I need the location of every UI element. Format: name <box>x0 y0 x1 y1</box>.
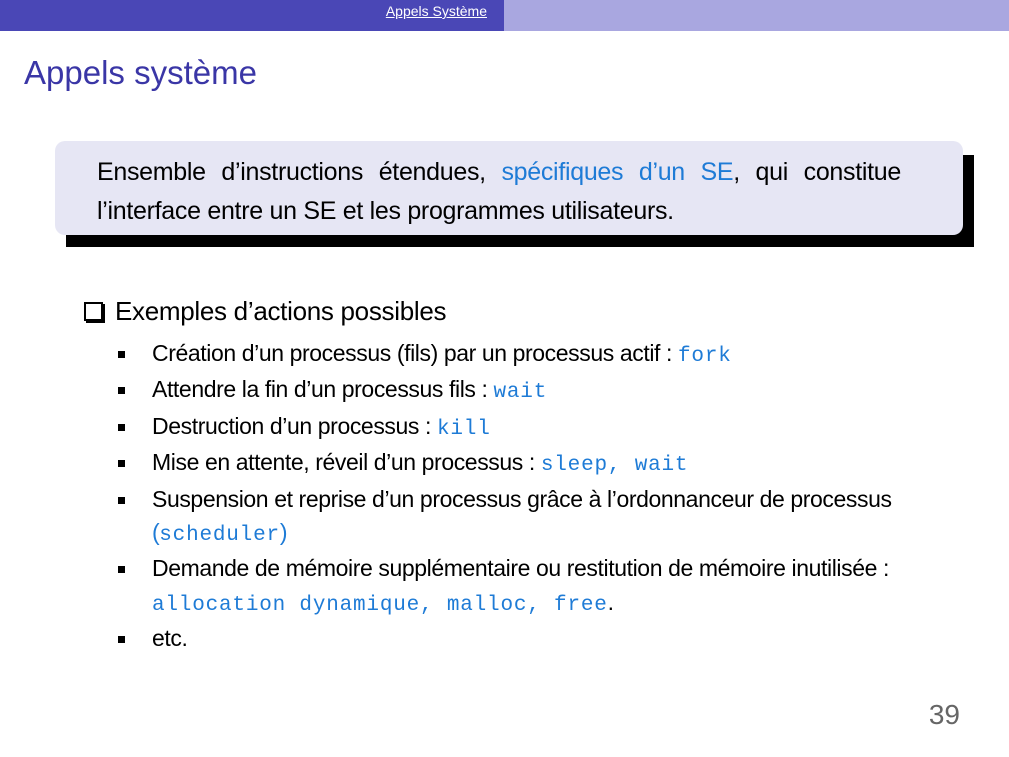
list-item <box>118 373 918 409</box>
section-nav-link[interactable]: Appels Système <box>385 3 487 19</box>
nav-bar-right <box>504 0 1009 31</box>
open-paren: ( <box>152 519 160 546</box>
example-text: Attendre la fin d’un processus fils : <box>152 376 494 403</box>
example-code: wait <box>493 381 548 405</box>
square-bullet-icon <box>118 636 125 643</box>
section-heading-label: Exemples d’actions possibles <box>115 296 447 326</box>
example-text: Demande de mémoire supplémentaire ou restitution de mémoire inutilisée : <box>152 555 889 582</box>
list-item <box>118 552 918 622</box>
section-heading <box>84 296 446 327</box>
example-text: Destruction d’un processus : <box>152 412 437 439</box>
square-bullet-icon <box>118 497 125 504</box>
square-bullet-icon <box>118 387 125 394</box>
example-text: Suspension et reprise d’un processus grâce à l’ordonnanceur de processus <box>152 485 892 512</box>
example-text: Création d’un processus (fils) par un processus actif : <box>152 340 679 366</box>
list-item <box>118 446 918 482</box>
checkbox-bullet-icon <box>84 302 103 321</box>
square-bullet-icon <box>118 460 125 467</box>
example-code: kill <box>437 417 491 441</box>
definition-text-start: Ensemble d’instructions étendues, <box>97 158 502 186</box>
list-item <box>118 622 918 655</box>
example-suffix: . <box>607 588 614 615</box>
examples-list <box>118 337 918 656</box>
nav-bar-left <box>0 0 504 31</box>
slide-title: Appels système <box>24 54 257 91</box>
page-number: 39 <box>928 699 960 730</box>
list-item <box>118 410 918 446</box>
example-code: scheduler <box>159 524 280 548</box>
close-paren: ) <box>279 519 288 546</box>
list-item <box>118 483 918 553</box>
definition-text <box>97 153 901 231</box>
square-bullet-icon <box>118 424 125 431</box>
definition-highlight: spécifiques d’un SE <box>501 158 734 186</box>
list-item <box>118 337 918 373</box>
square-bullet-icon <box>118 351 125 358</box>
definition-text-end: , qui constitue l’interface entre un SE et les programmes utilisateurs. <box>97 158 901 225</box>
top-navigation-bar <box>0 0 1009 31</box>
square-bullet-icon <box>118 566 125 573</box>
example-code: sleep, wait <box>540 454 689 478</box>
example-text: etc. <box>152 625 188 652</box>
example-text: Mise en attente, réveil d’un processus : <box>152 449 541 476</box>
example-code: fork <box>678 345 732 368</box>
example-code: allocation dynamique, malloc, free <box>152 593 608 617</box>
